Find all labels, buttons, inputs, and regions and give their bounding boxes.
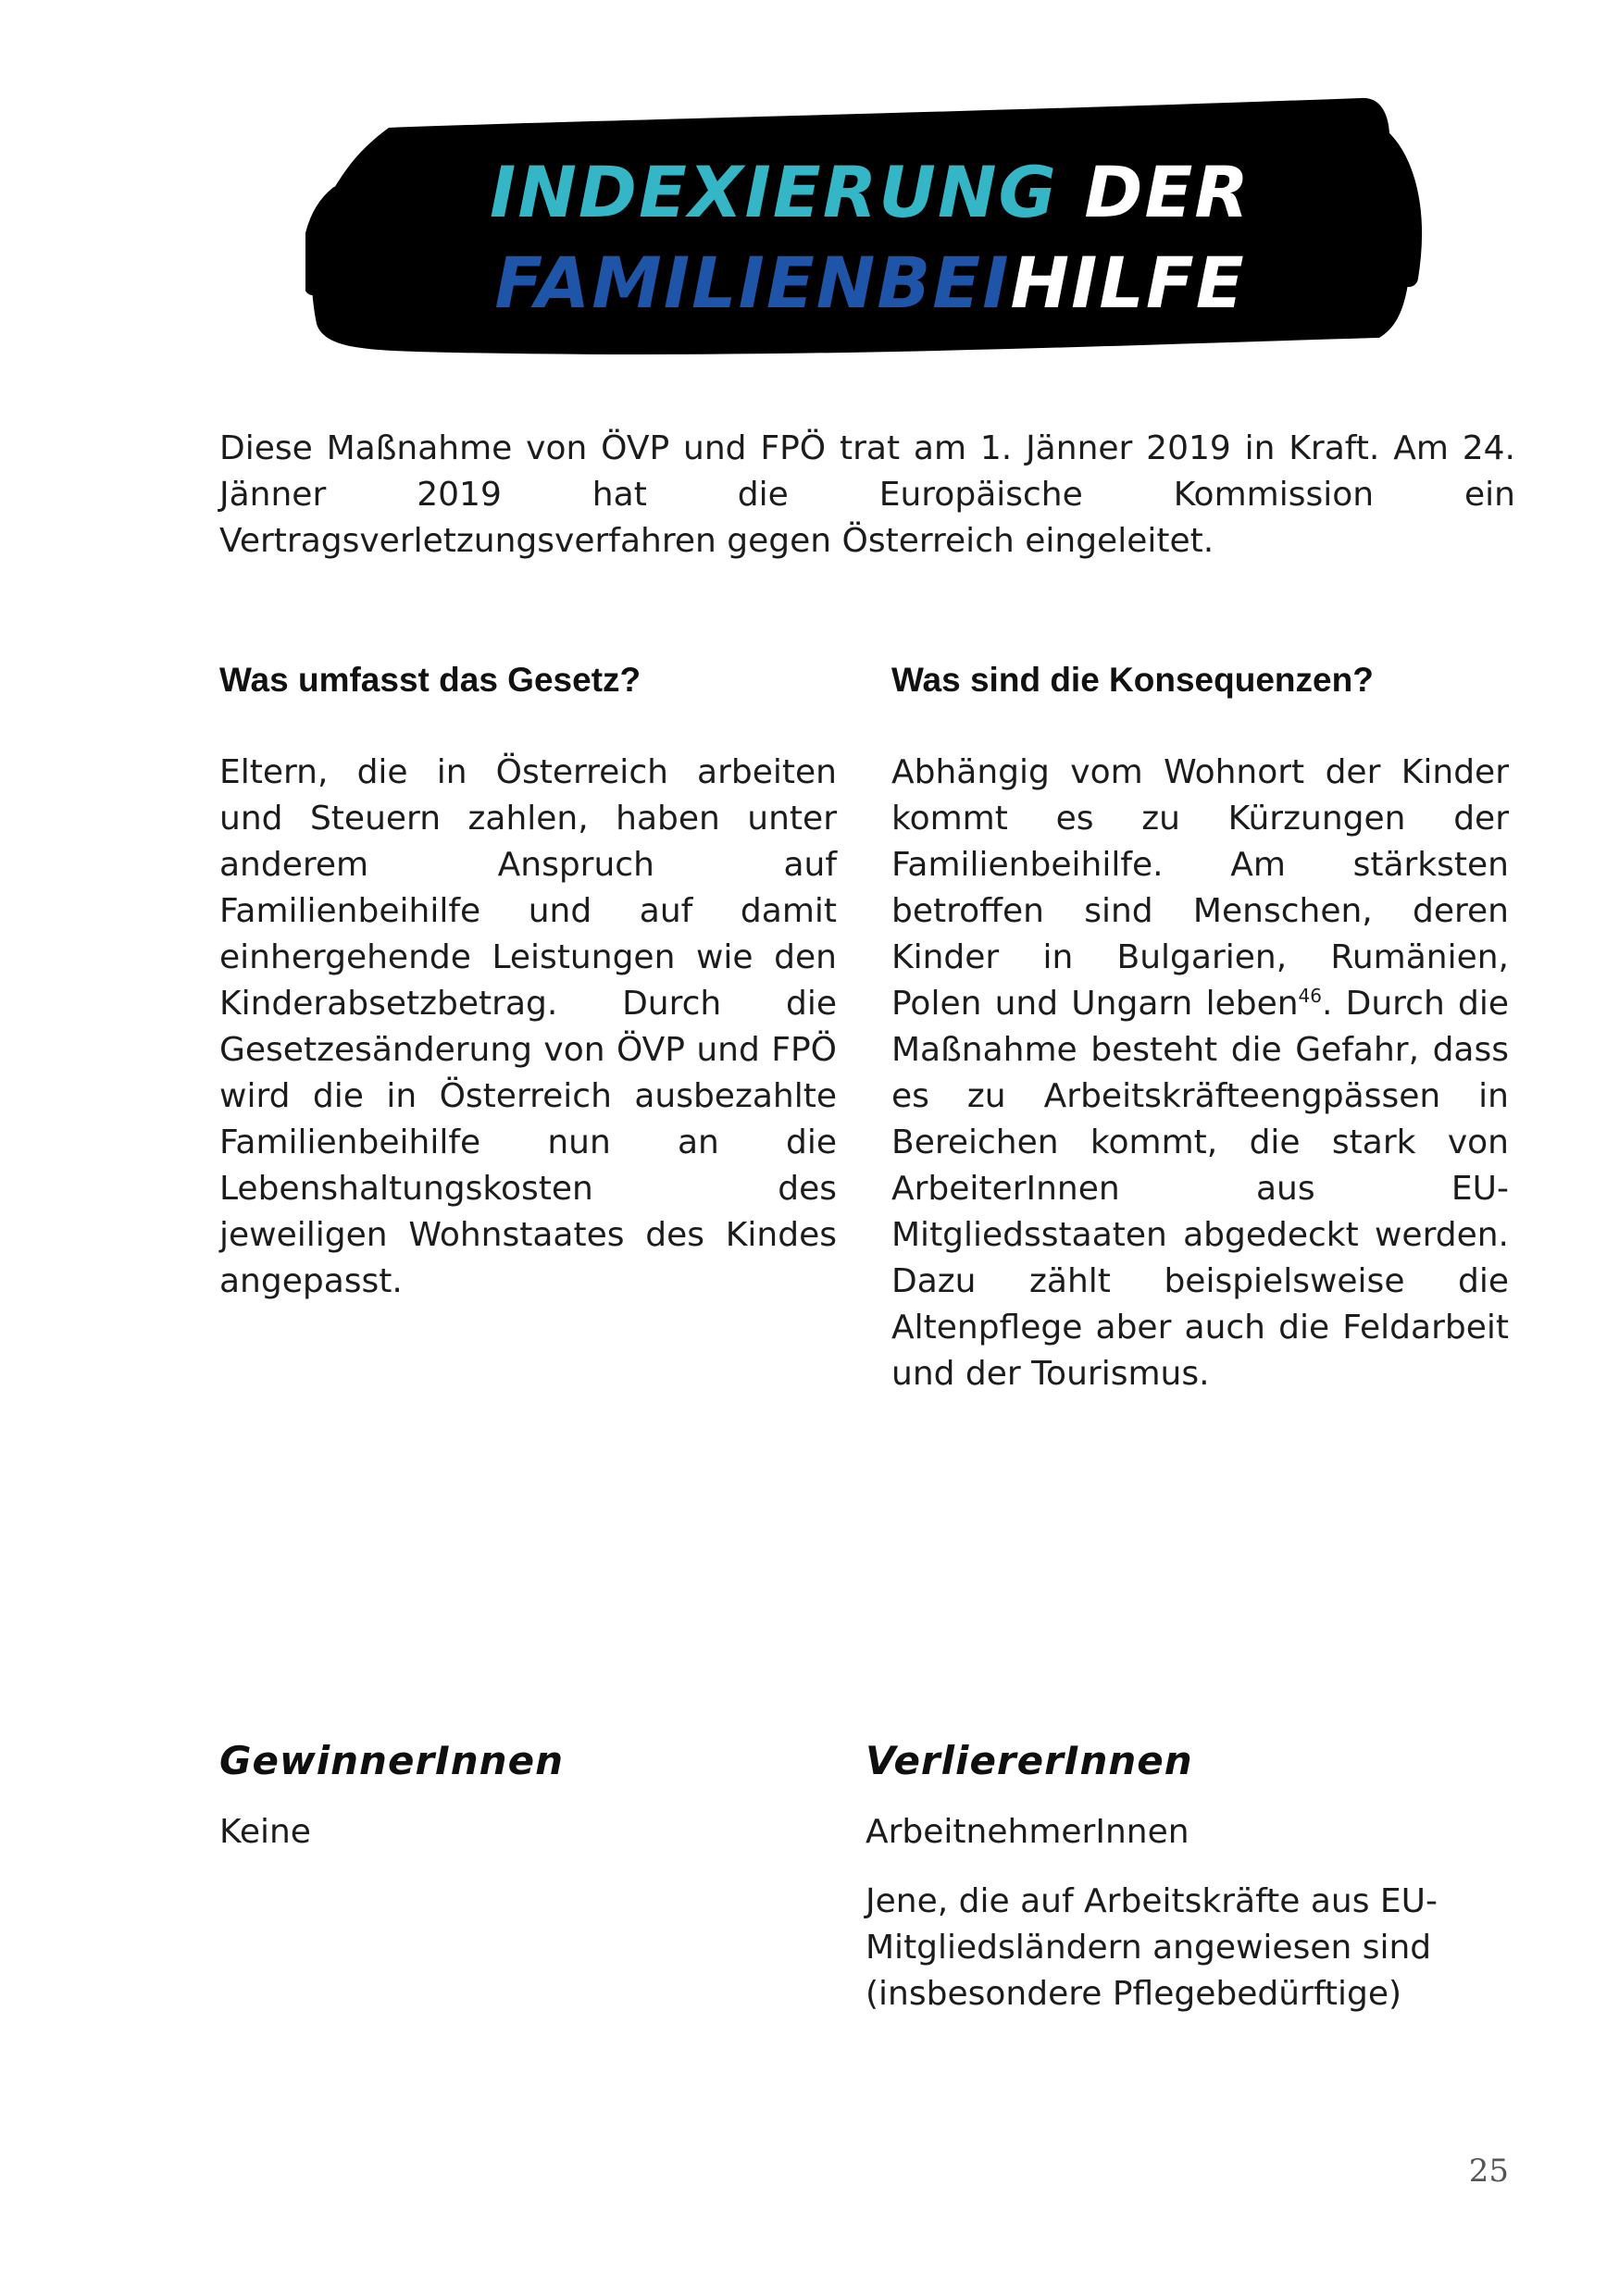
right-column-heading: Was sind die Konsequenzen? [891, 661, 1374, 699]
title-line-1 [305, 151, 1435, 233]
left-column-body: Eltern, die in Österreich arbeiten und Steuern zahlen, haben unter anderem Anspruch auf Familienbeihilfe und auf damit einhergehende Leistungen wie den Kinderabsetzbetrag. Durch die Gesetzesänderung von ÖVP und FPÖ wird die in Österreich ausbezahlte Familienbeihilfe nun an die Lebenshaltungskosten des jeweiligen Wohnstaates des Kindes angepasst. [219, 753, 837, 1300]
title-line-2 [305, 242, 1435, 324]
intro-paragraph: Diese Maßnahme von ÖVP und FPÖ trat am 1. Jänner 2019 in Kraft. Am 24. Jänner 2019 hat die Europäische Kommission ein Vertragsverletzungsverfahren gegen Österreich eingeleitet. [219, 429, 1515, 560]
title-word-hilfe: HILFE [1010, 242, 1246, 324]
title-word-indexierung: INDEXIERUNG [490, 151, 1058, 233]
title-word-familienbei: FAMILIENBEI [494, 242, 1011, 324]
left-column-heading: Was umfasst das Gesetz? [219, 661, 641, 699]
losers-heading: VerliererInnen [866, 1738, 1193, 1783]
right-column-body-part1: Abhängig vom Wohnort der Kinder kommt es zu Kürzungen der Familienbeihilfe. Am stärksten betroffen sind Menschen, deren Kinder in Bulgarien, Rumänien, Polen und Ungarn leben [891, 753, 1509, 1023]
winners-item: Keine [219, 1813, 311, 1851]
losers-item: Jene, die auf Arbeitskräfte aus EU-Mitgliedsländern angewiesen sind (insbesondere Pflegebedürftige) [866, 1882, 1438, 2013]
title-word-der: DER [1057, 151, 1251, 233]
footnote-marker: 46 [1298, 985, 1322, 1007]
page-number: 25 [1468, 2153, 1509, 2190]
title-banner [305, 93, 1435, 370]
right-column-body [891, 750, 1509, 1397]
right-column-body-part2: . Durch die Maßnahme besteht die Gefahr, dass es zu Arbeitskräfteengpässen in Bereichen kommt, die stark von ArbeiterInnen aus EU-Mitgliedsstaaten abgedeckt werden. Dazu zählt beispielsweise die Altenpflege aber auch die Feldarbeit und der Tourismus. [891, 985, 1509, 1393]
winners-heading: GewinnerInnen [219, 1738, 564, 1783]
losers-item: ArbeitnehmerInnen [866, 1813, 1189, 1851]
